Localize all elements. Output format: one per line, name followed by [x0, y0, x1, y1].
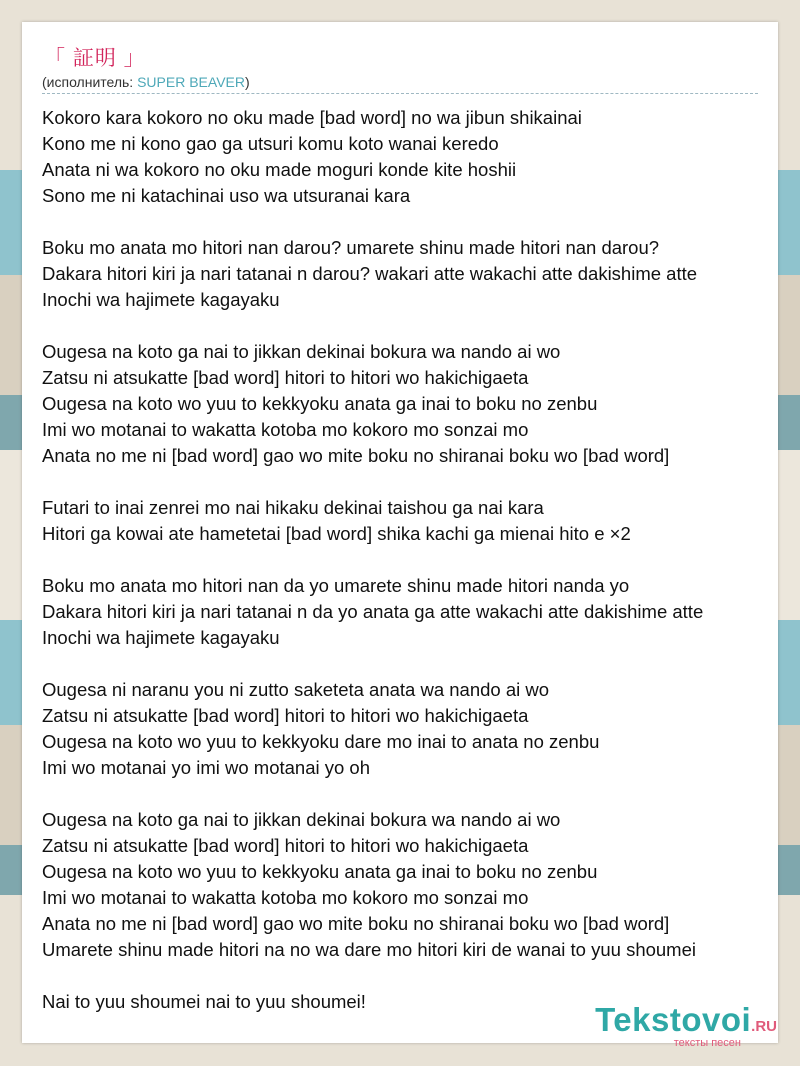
stanza-gap — [42, 781, 772, 807]
song-title: 「 証明 」 — [44, 47, 146, 70]
logo-tagline: тексты песен — [673, 1037, 741, 1049]
lyric-line: Ougesa ni naranu you ni zutto saketeta anata wa nando ai wo — [42, 679, 550, 700]
title-divider — [42, 93, 758, 94]
lyric-line: Hitori ga kowai ate hametetai [bad word] shika kachi ga mienai hito e ×2 — [42, 523, 631, 544]
stanza-gap — [42, 547, 772, 573]
stanza-gap — [42, 313, 772, 339]
lyric-line: Anata no me ni [bad word] gao wo mite boku no shiranai boku wo [bad word] — [42, 913, 670, 934]
lyric-line: Zatsu ni atsukatte [bad word] hitori to hitori wo hakichigaeta — [42, 367, 529, 388]
logo-tld: .RU — [751, 1018, 777, 1035]
lyric-line: Ougesa na koto ga nai to jikkan dekinai bokura wa nando ai wo — [42, 809, 561, 830]
lyrics-card — [22, 22, 778, 1049]
lyric-line: Kokoro kara kokoro no oku made [bad word] no wa jibun shikainai — [42, 107, 582, 128]
lyric-line: Imi wo motanai yo imi wo motanai yo oh — [42, 757, 370, 778]
artist-line — [42, 74, 250, 90]
logo-name: Tekstovoi — [595, 1001, 752, 1038]
lyric-line: Dakara hitori kiri ja nari tatanai n da yo anata ga atte wakachi atte dakishime atte — [42, 601, 704, 622]
lyric-line: Boku mo anata mo hitori nan darou? umarete shinu made hitori nan darou? — [42, 237, 660, 258]
lyric-line: Ougesa na koto wo yuu to kekkyoku anata ga inai to boku no zenbu — [42, 861, 598, 882]
lyric-line: Kono me ni kono gao ga utsuri komu koto wanai keredo — [42, 133, 499, 154]
lyric-line: Zatsu ni atsukatte [bad word] hitori to hitori wo hakichigaeta — [42, 835, 529, 856]
lyrics-body — [42, 105, 772, 1015]
stanza-gap — [42, 651, 772, 677]
lyric-line: Imi wo motanai to wakatta kotoba mo kokoro mo sonzai mo — [42, 887, 529, 908]
lyric-line: Dakara hitori kiri ja nari tatanai n darou? wakari atte wakachi atte dakishime atte — [42, 263, 698, 284]
stanza-gap — [42, 209, 772, 235]
artist-suffix: ) — [244, 74, 250, 90]
lyric-line: Ougesa na koto wo yuu to kekkyoku anata ga inai to boku no zenbu — [42, 393, 598, 414]
lyric-line: Inochi wa hajimete kagayaku — [42, 627, 280, 648]
lyric-line: Nai to yuu shoumei nai to yuu shoumei! — [42, 991, 366, 1012]
lyric-line: Boku mo anata mo hitori nan da yo umarete shinu made hitori nanda yo — [42, 575, 630, 596]
lyric-line: Imi wo motanai to wakatta kotoba mo kokoro mo sonzai mo — [42, 419, 529, 440]
stanza-gap — [42, 963, 772, 989]
artist-link[interactable]: SUPER BEAVER — [137, 74, 245, 90]
lyric-line: Anata no me ni [bad word] gao wo mite boku no shiranai boku wo [bad word] — [42, 445, 670, 466]
site-logo[interactable] — [567, 1001, 777, 1049]
lyric-line: Futari to inai zenrei mo nai hikaku dekinai taishou ga nai kara — [42, 497, 544, 518]
lyric-line: Ougesa na koto wo yuu to kekkyoku dare mo inai to anata no zenbu — [42, 731, 600, 752]
lyric-line: Inochi wa hajimete kagayaku — [42, 289, 280, 310]
lyric-line: Sono me ni katachinai uso wa utsuranai kara — [42, 185, 411, 206]
artist-prefix: (исполнитель: — [42, 74, 138, 90]
lyric-line: Zatsu ni atsukatte [bad word] hitori to hitori wo hakichigaeta — [42, 705, 529, 726]
lyric-line: Anata ni wa kokoro no oku made moguri konde kite hoshii — [42, 159, 517, 180]
lyric-line: Ougesa na koto ga nai to jikkan dekinai bokura wa nando ai wo — [42, 341, 561, 362]
stanza-gap — [42, 469, 772, 495]
lyric-line: Umarete shinu made hitori na no wa dare mo hitori kiri de wanai to yuu shoumei — [42, 939, 696, 960]
